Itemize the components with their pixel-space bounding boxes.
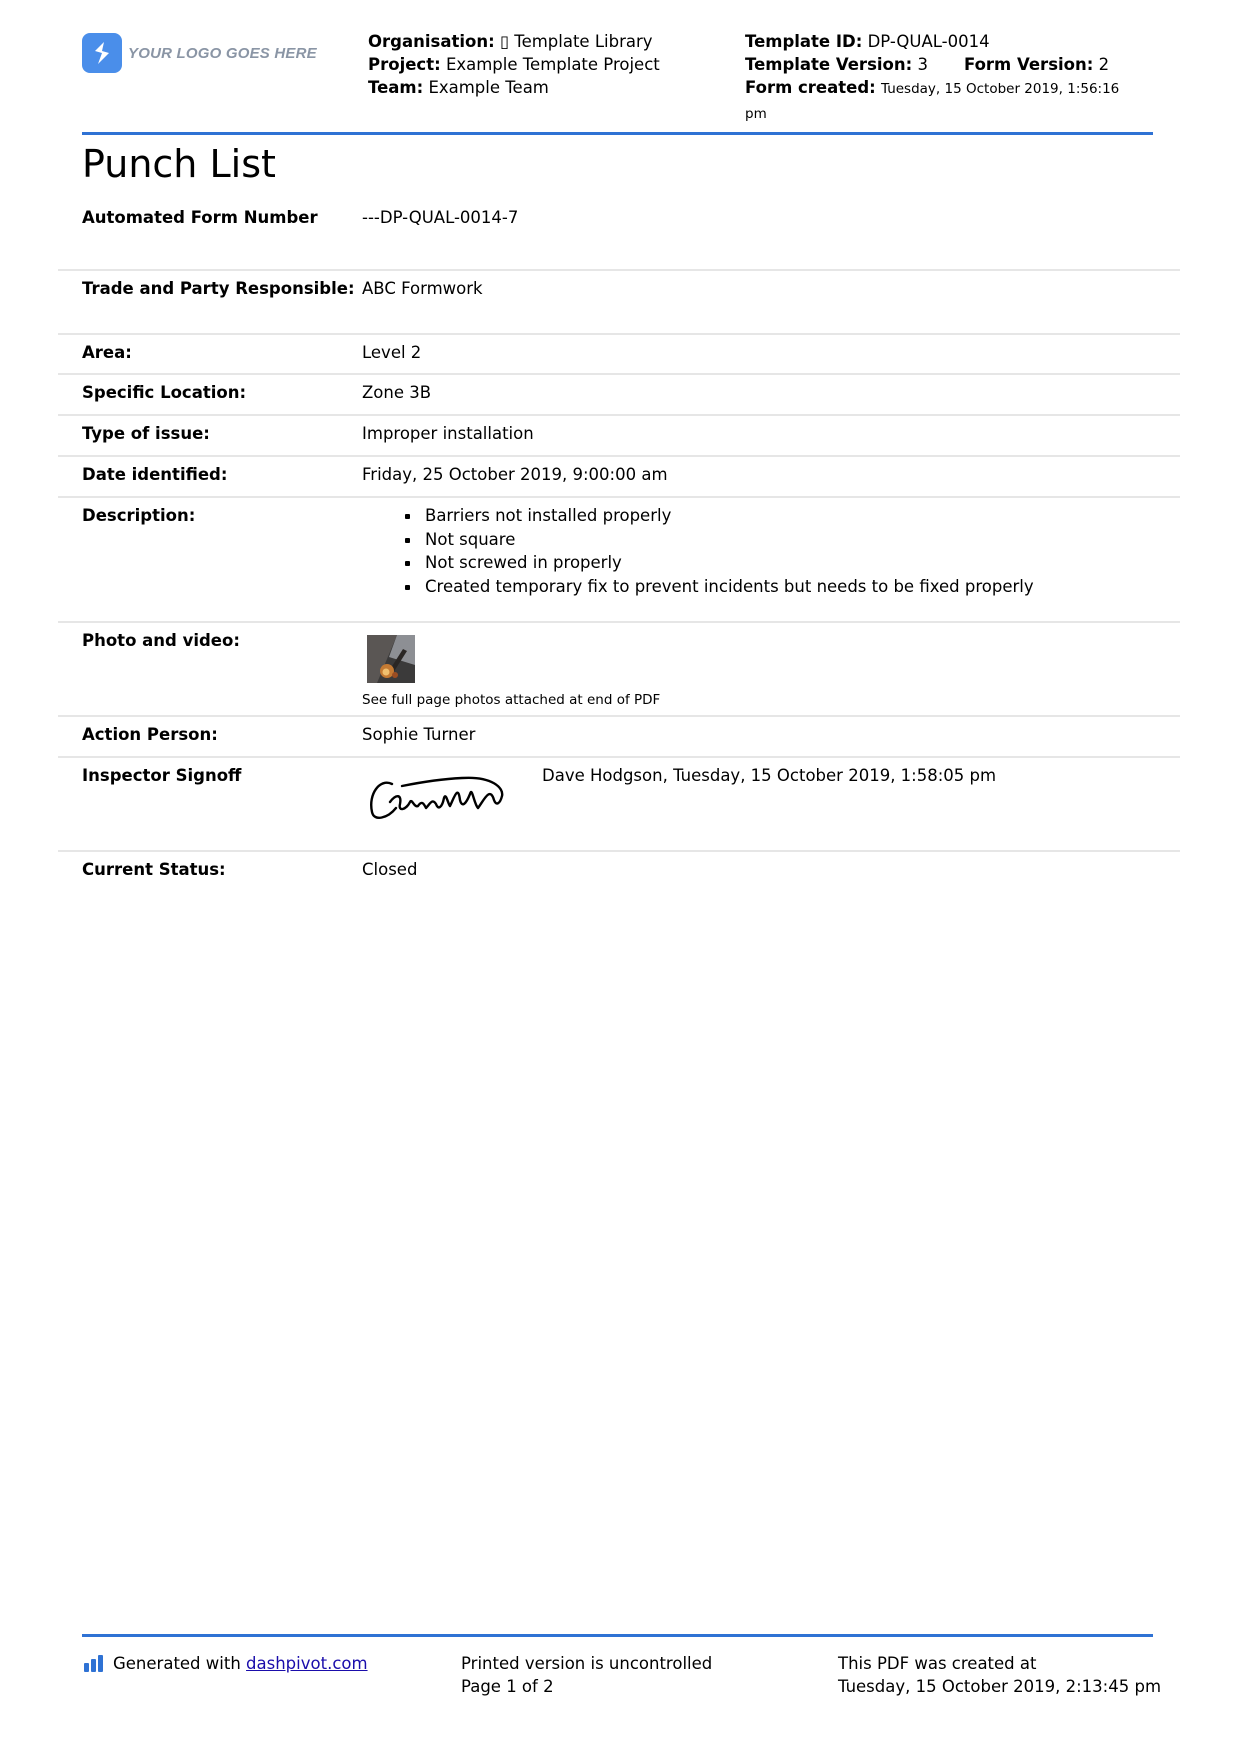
project-value: Example Template Project xyxy=(445,55,660,74)
dashpivot-link[interactable]: dashpivot.com xyxy=(246,1654,368,1673)
generated-prefix: Generated with xyxy=(113,1654,241,1673)
form-row xyxy=(58,415,1180,456)
organisation-value: Template Library xyxy=(514,32,653,51)
footer-divider xyxy=(82,1634,1153,1637)
field-label: Type of issue: xyxy=(82,424,210,443)
form-row xyxy=(58,456,1180,497)
field-label: Trade and Party Responsible: xyxy=(82,279,355,298)
form-row xyxy=(58,270,1180,334)
team-value: Example Team xyxy=(428,78,549,97)
form-row xyxy=(58,374,1180,415)
signature-image xyxy=(362,764,542,826)
signoff-details: Dave Hodgson, Tuesday, 15 October 2019, 1:58:05 pm xyxy=(542,766,997,785)
photo-thumbnail[interactable] xyxy=(367,635,415,683)
pdf-created-value: Tuesday, 15 October 2019, 2:13:45 pm xyxy=(838,1677,1162,1696)
logo-text: YOUR LOGO GOES HERE xyxy=(128,44,317,62)
photo-caption: See full page photos attached at end of PDF xyxy=(362,692,661,708)
footer-generated xyxy=(84,1652,368,1675)
organisation-icon: ▯ xyxy=(499,32,510,51)
field-value: Improper installation xyxy=(362,424,534,443)
logo-icon xyxy=(82,33,122,73)
form-row xyxy=(58,334,1180,374)
photo-cell xyxy=(362,622,1180,716)
form-row xyxy=(58,206,1180,270)
description-cell xyxy=(362,497,1180,622)
form-created-value: Tuesday, 15 October 2019, 1:56:16 pm xyxy=(745,81,1120,122)
header-template-block xyxy=(745,30,1145,126)
field-label: Automated Form Number xyxy=(82,208,318,227)
organisation-label: Organisation: xyxy=(368,32,495,51)
dashpivot-logo-icon xyxy=(84,1655,105,1672)
field-label: Area: xyxy=(82,343,132,362)
document-header xyxy=(0,0,1239,140)
form-row xyxy=(58,497,1180,622)
template-id-label: Template ID: xyxy=(745,32,863,51)
form-version-label: Form Version: xyxy=(963,55,1094,74)
field-value: ---DP-QUAL-0014-7 xyxy=(362,208,519,227)
team-label: Team: xyxy=(368,78,424,97)
template-version-value: 3 xyxy=(917,55,928,74)
field-label: Specific Location: xyxy=(82,383,247,402)
punch-list-form xyxy=(58,206,1180,892)
form-version-value: 2 xyxy=(1098,55,1110,74)
list-item: Not square xyxy=(425,528,1180,552)
template-version-label: Template Version: xyxy=(745,55,913,74)
field-value: Level 2 xyxy=(362,343,422,362)
field-label: Description: xyxy=(82,506,196,525)
field-label: Date identified: xyxy=(82,465,228,484)
field-value: Closed xyxy=(362,860,418,879)
list-item: Barriers not installed properly xyxy=(425,504,1180,528)
field-value: Zone 3B xyxy=(362,383,432,402)
description-list xyxy=(362,504,1180,598)
form-row xyxy=(58,716,1180,757)
list-item: Not screwed in properly xyxy=(425,551,1180,575)
form-row xyxy=(58,622,1180,716)
field-label: Current Status: xyxy=(82,860,226,879)
footer-print-info xyxy=(461,1652,712,1698)
field-value: Friday, 25 October 2019, 9:00:00 am xyxy=(362,465,668,484)
template-id-value: DP-QUAL-0014 xyxy=(867,32,990,51)
printed-note: Printed version is uncontrolled xyxy=(461,1654,713,1673)
list-item: Created temporary fix to prevent incidents but needs to be fixed properly xyxy=(425,575,1180,599)
field-label: Action Person: xyxy=(82,725,218,744)
header-divider xyxy=(82,132,1153,135)
company-logo xyxy=(82,33,317,73)
signoff-cell xyxy=(362,757,1180,851)
header-org-block xyxy=(368,30,660,99)
pdf-created-label: This PDF was created at xyxy=(838,1654,1037,1673)
field-label: Photo and video: xyxy=(82,631,240,650)
field-value: ABC Formwork xyxy=(362,279,483,298)
footer-created xyxy=(838,1652,1168,1698)
project-label: Project: xyxy=(368,55,441,74)
page-info: Page 1 of 2 xyxy=(461,1677,554,1696)
field-value: Sophie Turner xyxy=(362,725,476,744)
field-label: Inspector Signoff xyxy=(82,766,242,785)
form-created-label: Form created: xyxy=(745,78,876,97)
form-row xyxy=(58,757,1180,851)
form-row xyxy=(58,851,1180,892)
page-title: Punch List xyxy=(82,142,276,186)
